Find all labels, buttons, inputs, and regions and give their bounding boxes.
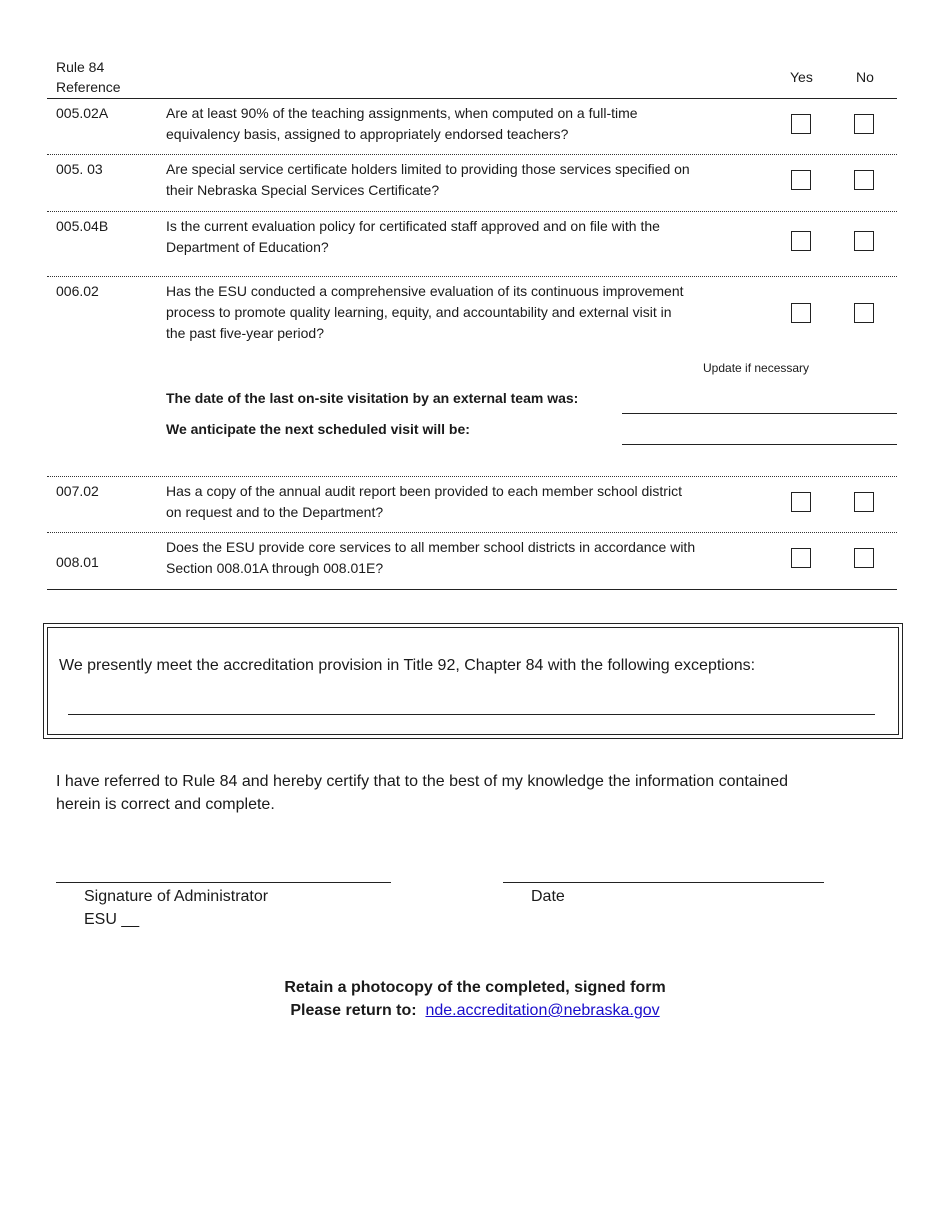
- yes-checkbox[interactable]: [791, 114, 811, 134]
- row-question: [166, 216, 766, 258]
- rule-ref-header-line2: Reference: [56, 79, 121, 95]
- next-visit-date-field[interactable]: [622, 444, 897, 445]
- update-note: Update if necessary: [703, 361, 810, 375]
- certify-line: I have referred to Rule 84 and hereby certify that to the best of my knowledge the information contained: [56, 773, 788, 790]
- yes-checkbox[interactable]: [791, 492, 811, 512]
- next-visit-label: We anticipate the next scheduled visit will be:: [166, 421, 470, 437]
- question-line: Has a copy of the annual audit report been provided to each member school district: [166, 483, 682, 499]
- rule-ref-header: [56, 57, 121, 97]
- row-ref: 007.02: [56, 483, 99, 499]
- question-line: on request and to the Department?: [166, 504, 384, 520]
- exceptions-field[interactable]: [68, 714, 875, 715]
- yes-checkbox[interactable]: [791, 231, 811, 251]
- last-visit-label: The date of the last on-site visitation by an external team was:: [166, 390, 579, 406]
- exceptions-text: We presently meet the accreditation provision in Title 92, Chapter 84 with the following exceptions:: [59, 657, 756, 674]
- row-ref: 005. 03: [56, 161, 103, 177]
- question-line: Department of Education?: [166, 239, 329, 255]
- question-line: their Nebraska Special Services Certificate?: [166, 182, 440, 198]
- yes-checkbox[interactable]: [791, 303, 811, 323]
- yes-checkbox[interactable]: [791, 548, 811, 568]
- exceptions-box-inner: [47, 627, 899, 735]
- yes-header: Yes: [790, 69, 813, 85]
- table-bottom-border: [47, 589, 897, 590]
- no-checkbox[interactable]: [854, 548, 874, 568]
- no-checkbox[interactable]: [854, 114, 874, 134]
- question-line: Is the current evaluation policy for certificated staff approved and on file with the: [166, 218, 660, 234]
- exceptions-box: [43, 623, 903, 739]
- row-divider: [47, 211, 897, 212]
- row-ref: 005.02A: [56, 105, 109, 121]
- no-checkbox[interactable]: [854, 231, 874, 251]
- question-line: Are at least 90% of the teaching assignments, when computed on a full-time: [166, 105, 638, 121]
- signature-label: Signature of Administrator: [84, 888, 269, 905]
- question-line: Has the ESU conducted a comprehensive evaluation of its continuous improvement: [166, 283, 684, 299]
- retain-note: Retain a photocopy of the completed, signed form: [284, 979, 666, 996]
- signature-field[interactable]: [56, 882, 391, 883]
- return-label: Please return to:: [290, 1002, 417, 1019]
- esu-label: ESU __: [84, 911, 140, 928]
- row-question: [166, 537, 766, 579]
- row-question: [166, 281, 766, 344]
- question-line: the past five-year period?: [166, 325, 324, 341]
- certify-line: herein is correct and complete.: [56, 796, 275, 813]
- row-divider: [47, 154, 897, 155]
- row-ref: 006.02: [56, 283, 99, 299]
- row-divider: [47, 476, 897, 477]
- row-question: [166, 103, 766, 145]
- question-line: Section 008.01A through 008.01E?: [166, 560, 384, 576]
- no-header: No: [856, 69, 874, 85]
- email-link[interactable]: nde.accreditation@nebraska.gov: [425, 1002, 660, 1019]
- date-field[interactable]: [503, 882, 824, 883]
- row-ref: 008.01: [56, 554, 99, 570]
- return-line: [0, 999, 950, 1022]
- no-checkbox[interactable]: [854, 170, 874, 190]
- row-question: [166, 159, 766, 201]
- certify-statement: [56, 770, 788, 816]
- question-line: equivalency basis, assigned to appropriately endorsed teachers?: [166, 126, 569, 142]
- row-question: [166, 481, 766, 523]
- header-divider: [47, 98, 897, 99]
- row-divider: [47, 532, 897, 533]
- no-checkbox[interactable]: [854, 492, 874, 512]
- rule-ref-header-line1: Rule 84: [56, 59, 105, 75]
- row-ref: 005.04B: [56, 218, 109, 234]
- question-line: process to promote quality learning, equity, and accountability and external visit in: [166, 304, 672, 320]
- question-line: Does the ESU provide core services to all member school districts in accordance with: [166, 539, 696, 555]
- row-divider: [47, 276, 897, 277]
- question-line: Are special service certificate holders limited to providing those services specified on: [166, 161, 690, 177]
- date-label: Date: [531, 888, 565, 905]
- last-visit-date-field[interactable]: [622, 413, 897, 414]
- no-checkbox[interactable]: [854, 303, 874, 323]
- yes-checkbox[interactable]: [791, 170, 811, 190]
